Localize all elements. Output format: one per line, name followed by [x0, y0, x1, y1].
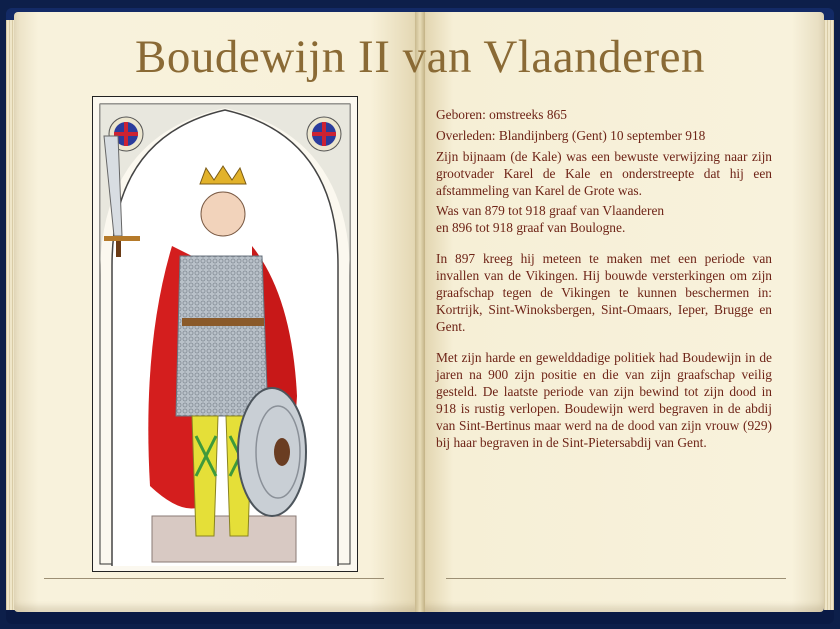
page-edges-right	[824, 20, 834, 610]
nickname-paragraph: Zijn bijnaam (de Kale) was een bewuste verwijzing naar zijn grootvader Karel de Kale en onderstreepte dat hij een afstammeling van Karel de Grote was.	[436, 149, 772, 198]
reign-flanders: Was van 879 tot 918 graaf van Vlaanderen	[436, 203, 665, 218]
vikings-paragraph: In 897 kreeg hij meteen te maken met een periode van invallen van de Vikingen. Hij bouwde versterkingen om zijn graafschap tegen de Vikingen te kunnen beschermen in: Kortrijk, Sint-Winoksbergen, Sint-Omaars, Ieper, Brugge en Gent.	[436, 251, 772, 334]
left-page-rule	[44, 578, 384, 579]
round-shield-icon	[238, 388, 306, 516]
right-page-rule	[446, 578, 786, 579]
policy-paragraph: Met zijn harde en gewelddadige politiek had Boudewijn in de jaren na 900 zijn positie en die van zijn graafschap veilig gesteld. De laatste periode van zijn bewind tot zijn dood in 918 is rustig verlopen. Boudewijn werd begraven in de abdij van Sint-Bertinus maar werd na de dood van zijn vrouw (929) bij haar begraven in de Sint-Pietersabdij van Gent.	[436, 350, 772, 450]
death-info: Overleden: Blandijnberg (Gent) 10 september 918	[436, 128, 706, 143]
count-portrait-illustration	[92, 96, 358, 572]
birth-info: Geboren: omstreeks 865	[436, 107, 567, 122]
biography-text	[436, 106, 772, 454]
shield-emblem-right-icon	[307, 117, 341, 151]
reign-boulogne: en 896 tot 918 graaf van Boulogne.	[436, 220, 626, 235]
book-spine	[415, 12, 425, 612]
page-title: Boudewijn II van Vlaanderen	[135, 31, 705, 83]
